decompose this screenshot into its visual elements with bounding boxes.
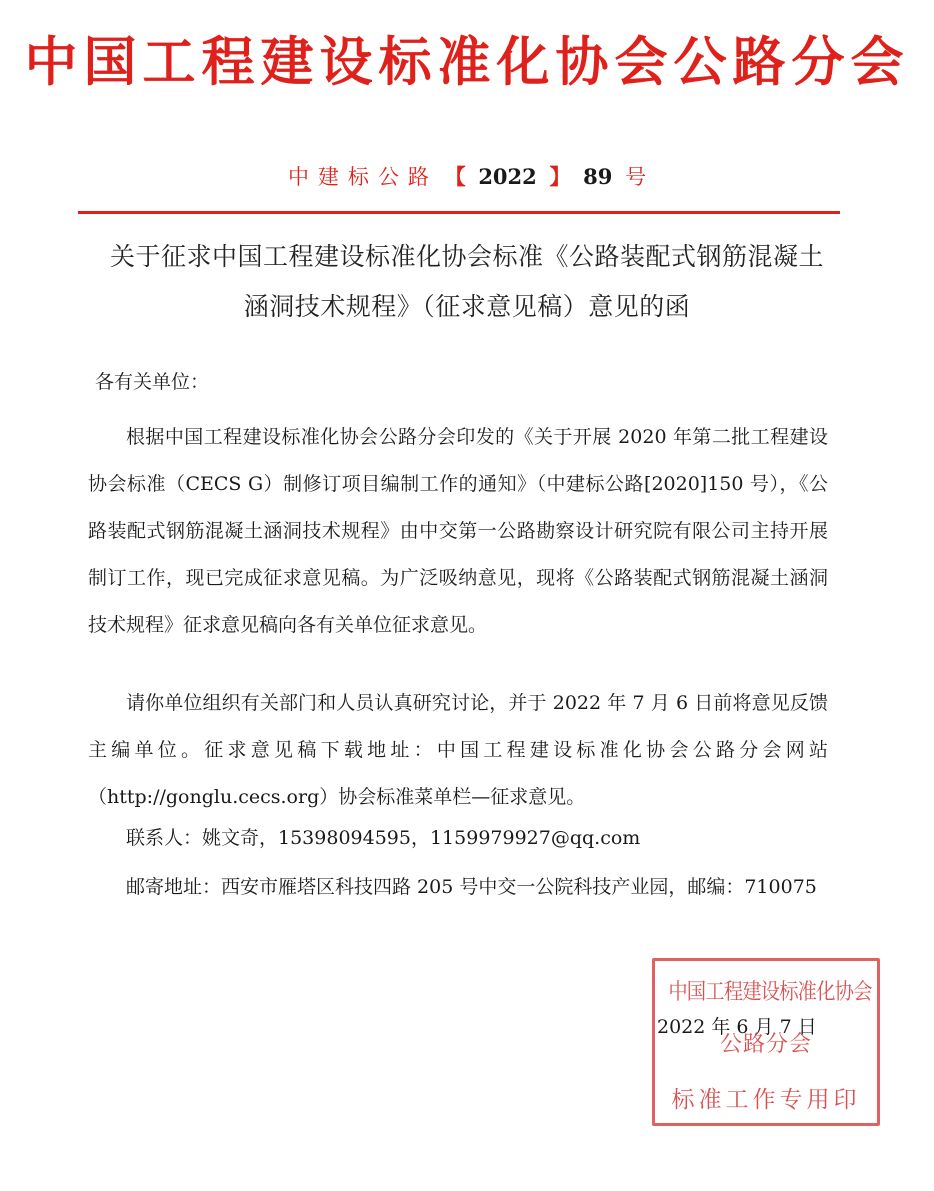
doc-number-bracket-close: 】 [549, 164, 571, 189]
official-seal [652, 958, 880, 1126]
body-paragraph-1: 根据中国工程建设标准化协会公路分会印发的《关于开展 2020 年第二批工程建设协会标准（CECS G）制修订项目编制工作的通知》（中建标公路[2020]150 号），《公路装配式钢筋混凝土涵洞技术规程》由中交第一公路勘察设计研究院有限公司主持开展制订工作，现已完成征求意见稿。为广泛吸纳意见，现将《公路装配式钢筋混凝土涵洞技术规程》征求意见稿向各有关单位征求意见。 [88, 426, 828, 636]
doc-number-bracket-open: 【 [444, 164, 466, 189]
doc-number-prefix: 中建标公路 [287, 165, 438, 189]
document-number [0, 160, 934, 194]
doc-number-suffix: 号 [625, 165, 647, 189]
salutation: 各有关单位： [95, 371, 210, 393]
letterhead-divider [78, 211, 840, 214]
contact-person: 联系人：姚文奇，15398094595，1159979927@qq.com [126, 827, 641, 849]
doc-number-value: 89 [583, 164, 613, 189]
seal-line-2: 公路分会 [719, 1032, 812, 1057]
document-title-line-2: 涵洞技术规程》（征求意见稿）意见的函 [243, 292, 691, 321]
letterhead-org-name: 中国工程建设标准化协会公路分会 [24, 32, 910, 93]
seal-line-3: 标准工作专用印 [671, 1087, 861, 1113]
mailing-address: 邮寄地址：西安市雁塔区科技四路 205 号中交一公院科技产业园，邮编：710075 [126, 876, 817, 898]
doc-number-year: 2022 [478, 164, 537, 189]
signature-date: 2022 年 6 月 7 日 [657, 1016, 817, 1038]
document-title-line-1: 关于征求中国工程建设标准化协会标准《公路装配式钢筋混凝土 [109, 242, 824, 271]
seal-line-1: 中国工程建设标准化协会 [668, 980, 872, 1005]
body-paragraph-2: 请你单位组织有关部门和人员认真研究讨论，并于 2022 年 7 月 6 日前将意见反馈主编单位。征求意见稿下载地址：中国工程建设标准化协会公路分会网站（http://gonglu.cecs.org）协会标准菜单栏—征求意见。 [88, 692, 828, 808]
